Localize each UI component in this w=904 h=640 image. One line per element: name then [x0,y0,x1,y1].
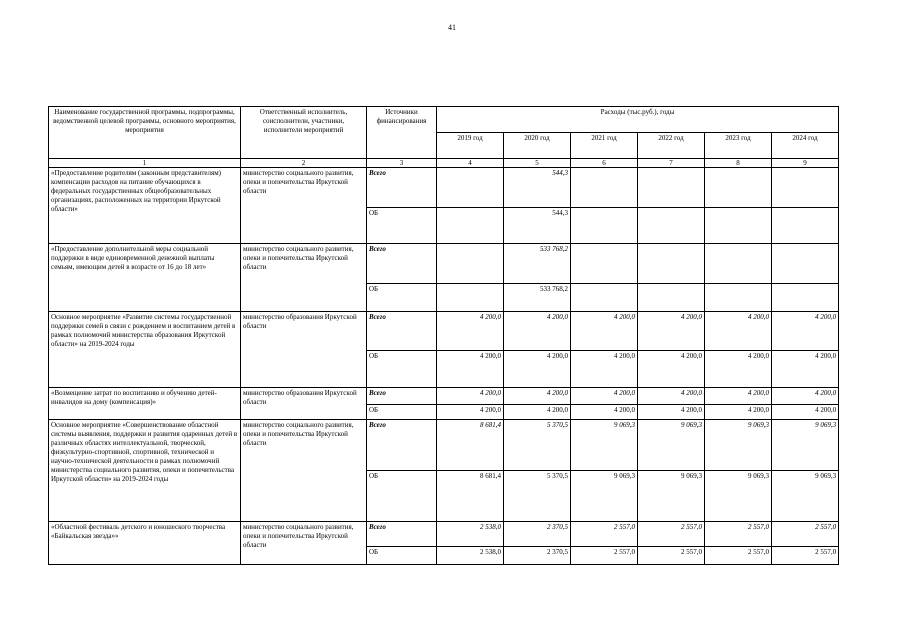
amount-ob: 9 069,3 [571,471,638,522]
amount-ob: 5 370,5 [504,471,571,522]
amount-total [571,168,638,208]
column-number: 1 [49,159,241,168]
amount-ob [437,208,504,244]
table-row [49,168,839,208]
column-number: 8 [705,159,772,168]
amount-total [705,168,772,208]
column-number: 6 [571,159,638,168]
amount-ob [638,208,705,244]
amount-ob [638,284,705,312]
amount-ob: 2 538,0 [437,547,504,565]
amount-total [772,168,839,208]
amount-ob [571,284,638,312]
amount-ob: 4 200,0 [571,351,638,388]
activity-name: Основное мероприятие «Совершенствование областной системы выявления, поддержки и развития одаренных детей в различных областях интеллектуальной, творческой, физкультурно-спортивной, спортивной, технической и научно-технической деятельности в рамках полномочий министерства социального развития, опеки и попечительства Иркутской области» на 2019-2024 годы [49,420,241,522]
header-year: 2024 год [772,133,839,159]
responsible-executor: министерство образования Иркутской области [241,312,367,388]
amount-total [772,244,839,284]
amount-ob: 4 200,0 [638,351,705,388]
source-total: Всего [367,420,437,471]
source-total: Всего [367,388,437,405]
amount-total: 4 200,0 [772,388,839,405]
header-source: Источники финансирования [367,107,437,159]
amount-ob: 4 200,0 [504,351,571,388]
source-total: Всего [367,168,437,208]
amount-ob: 2 557,0 [772,547,839,565]
amount-total [571,244,638,284]
amount-ob: 4 200,0 [772,351,839,388]
source-total: Всего [367,312,437,351]
amount-ob [772,208,839,244]
table-row [49,312,839,351]
amount-total: 9 069,3 [571,420,638,471]
amount-total: 2 557,0 [638,522,705,547]
amount-total: 9 069,3 [705,420,772,471]
page-number: 41 [448,23,456,32]
amount-ob: 9 069,3 [705,471,772,522]
table-row [49,522,839,547]
amount-ob: 4 200,0 [437,405,504,420]
amount-total: 9 069,3 [638,420,705,471]
column-number: 2 [241,159,367,168]
table-row [49,244,839,284]
amount-total: 4 200,0 [638,312,705,351]
amount-total [437,168,504,208]
amount-ob [705,284,772,312]
amount-total: 8 681,4 [437,420,504,471]
amount-total: 4 200,0 [571,388,638,405]
header-year: 2022 год [638,133,705,159]
amount-total: 2 538,0 [437,522,504,547]
amount-ob: 2 370,5 [504,547,571,565]
amount-ob: 4 200,0 [705,351,772,388]
activity-name: «Предоставление родителям (законным представителям) компенсации расходов на питание обучающихся в федеральных государственных общеобразовательных организациях, расположенных на территории Иркутской области» [49,168,241,244]
amount-total [437,244,504,284]
amount-ob: 4 200,0 [504,405,571,420]
column-number: 3 [367,159,437,168]
amount-ob: 9 069,3 [772,471,839,522]
source-ob: ОБ [367,351,437,388]
amount-total: 2 557,0 [705,522,772,547]
source-total: Всего [367,244,437,284]
table-row [49,420,839,471]
source-ob: ОБ [367,208,437,244]
source-ob: ОБ [367,471,437,522]
header-expenses: Расходы (тыс.руб.), годы [437,107,839,133]
amount-ob: 544,3 [504,208,571,244]
activity-name: Основное мероприятие «Развитие системы государственной поддержки семей в связи с рождением и воспитанием детей в рамках полномочий министерства образования Иркутской области» на 2019-2024 годы [49,312,241,388]
amount-total: 4 200,0 [705,312,772,351]
amount-total [638,168,705,208]
header-year: 2023 год [705,133,772,159]
amount-total: 4 200,0 [504,312,571,351]
amount-total: 544,3 [504,168,571,208]
amount-ob: 8 681,4 [437,471,504,522]
amount-ob: 4 200,0 [772,405,839,420]
column-numbers-row [49,159,839,168]
amount-total: 4 200,0 [437,312,504,351]
responsible-executor: министерство социального развития, опеки и попечительства Иркутской области [241,522,367,565]
amount-total [638,244,705,284]
source-total: Всего [367,522,437,547]
source-ob: ОБ [367,284,437,312]
amount-ob [705,208,772,244]
header-name: Наименование государственной программы, подпрограммы, ведомственной целевой программы, основного мероприятия, мероприятия [49,107,241,159]
column-number: 5 [504,159,571,168]
amount-total: 4 200,0 [571,312,638,351]
column-number: 7 [638,159,705,168]
source-ob: ОБ [367,547,437,565]
amount-ob: 4 200,0 [705,405,772,420]
amount-total: 4 200,0 [638,388,705,405]
amount-total [705,244,772,284]
amount-ob [772,284,839,312]
amount-total: 5 370,5 [504,420,571,471]
amount-ob [571,208,638,244]
amount-ob: 4 200,0 [638,405,705,420]
table-row [49,388,839,405]
column-number: 4 [437,159,504,168]
amount-total: 9 069,3 [772,420,839,471]
responsible-executor: министерство социального развития, опеки и попечительства Иркутской области [241,244,367,312]
column-number: 9 [772,159,839,168]
amount-ob: 2 557,0 [638,547,705,565]
amount-total: 4 200,0 [772,312,839,351]
header-row [49,107,839,133]
responsible-executor: министерство образования Иркутской области [241,388,367,420]
amount-ob [437,284,504,312]
table-body [49,168,839,565]
activity-name: «Областной фестиваль детского и юношеского творчества «Байкальская звезда»» [49,522,241,565]
amount-total: 2 557,0 [571,522,638,547]
header-year: 2021 год [571,133,638,159]
amount-ob: 2 557,0 [571,547,638,565]
amount-ob: 2 557,0 [705,547,772,565]
amount-ob: 4 200,0 [437,351,504,388]
header-year: 2019 год [437,133,504,159]
activity-name: «Предоставление дополнительной меры социальной поддержки в виде единовременной денежной выплаты семьям, имеющим детей в возрасте от 16 до 18 лет» [49,244,241,312]
responsible-executor: министерство социального развития, опеки и попечительства Иркутской области [241,420,367,522]
amount-ob: 9 069,3 [638,471,705,522]
responsible-executor: министерство социального развития, опеки и попечительства Иркутской области [241,168,367,244]
header-year: 2020 год [504,133,571,159]
header-responsible: Ответственный исполнитель, соисполнители, участники, исполнители мероприятий [241,107,367,159]
amount-total: 4 200,0 [437,388,504,405]
amount-ob: 533 768,2 [504,284,571,312]
source-ob: ОБ [367,405,437,420]
amount-total: 4 200,0 [504,388,571,405]
amount-total: 533 768,2 [504,244,571,284]
amount-total: 4 200,0 [705,388,772,405]
amount-total: 2 557,0 [772,522,839,547]
amount-ob: 4 200,0 [571,405,638,420]
activity-name: «Возмещение затрат по воспитанию и обучению детей-инвалидов на дому (компенсация)» [49,388,241,420]
amount-total: 2 370,5 [504,522,571,547]
budget-table [48,106,839,565]
